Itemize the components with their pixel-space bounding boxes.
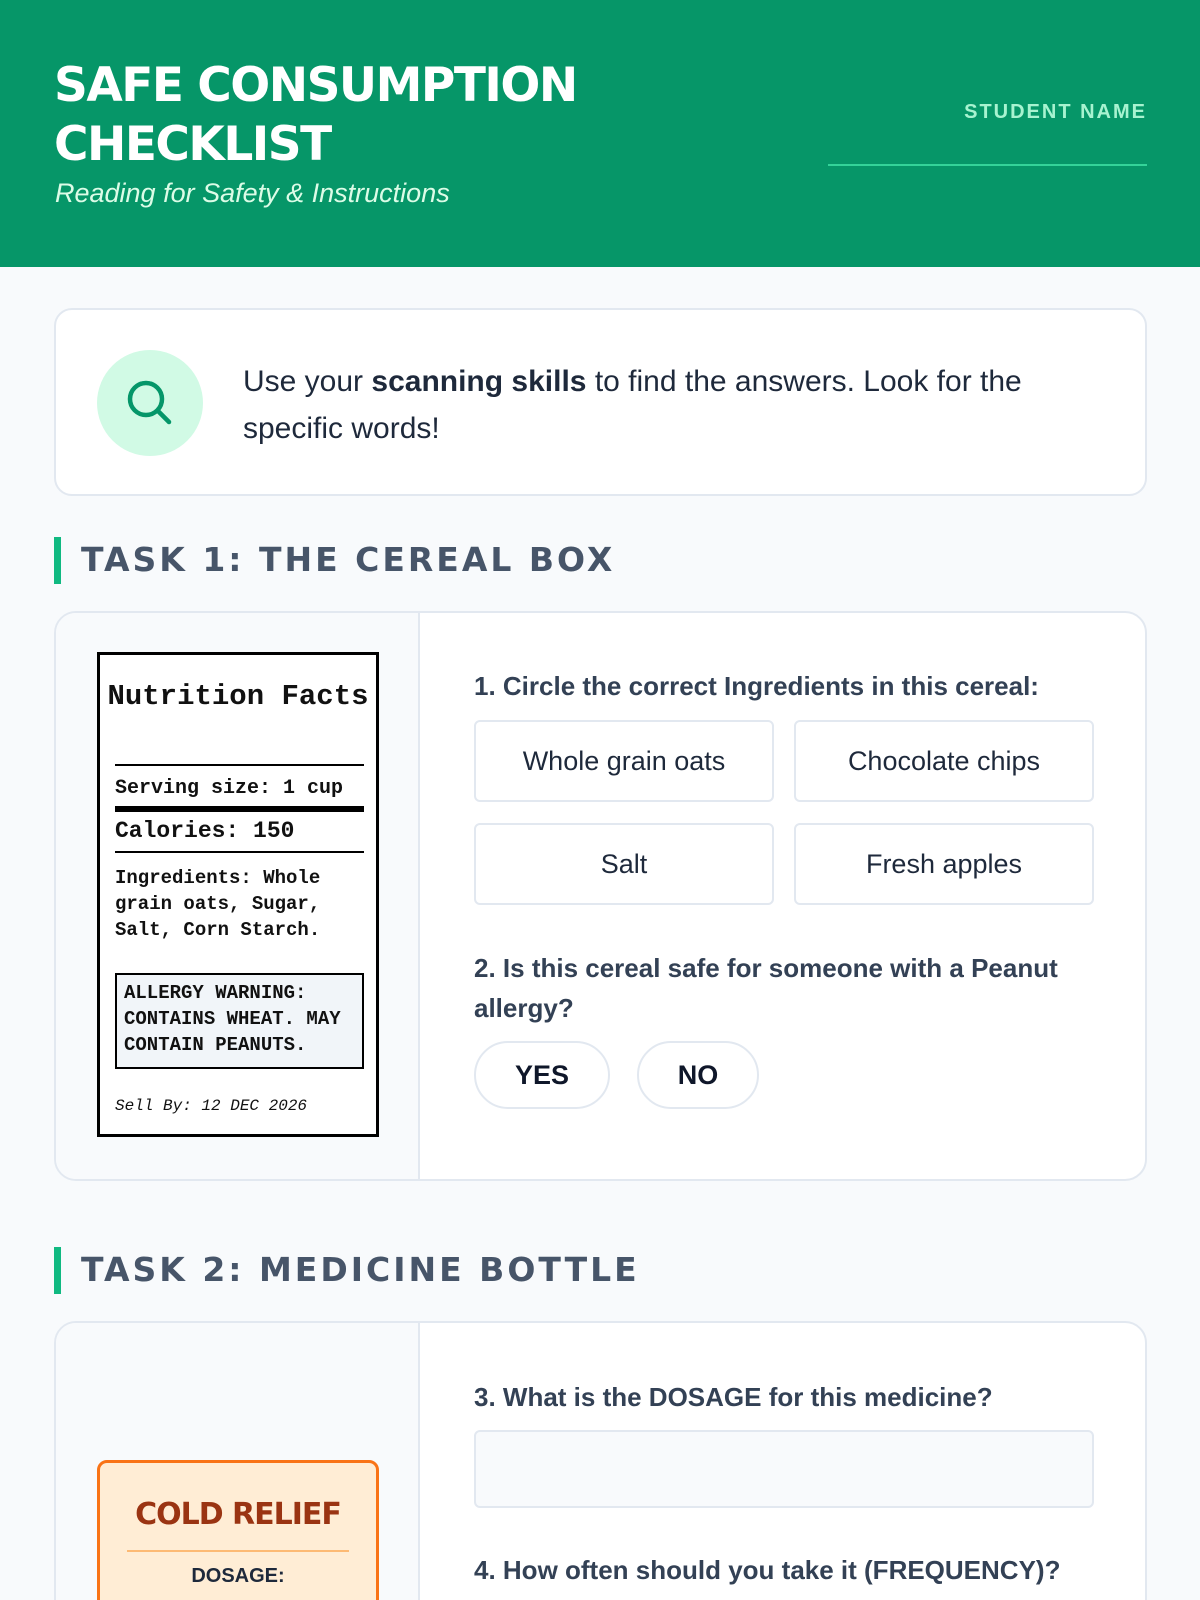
divider bbox=[127, 1550, 349, 1552]
dosage-answer-field[interactable] bbox=[474, 1430, 1094, 1508]
no-button[interactable]: NO bbox=[637, 1041, 759, 1109]
option-fresh-apples[interactable]: Fresh apples bbox=[794, 823, 1094, 905]
ingredients: Ingredients: Whole grain oats, Sugar, Salt, Corn Starch. bbox=[115, 867, 321, 941]
task2-label-panel bbox=[56, 1323, 420, 1600]
student-name-field[interactable] bbox=[828, 164, 1147, 166]
option-salt[interactable]: Salt bbox=[474, 823, 774, 905]
section-accent-bar bbox=[54, 1247, 61, 1294]
allergy-warning: ALLERGY WARNING: CONTAINS WHEAT. MAY CONTAIN PEANUTS. bbox=[115, 973, 364, 1069]
instruction-emphasis: scanning skills bbox=[371, 365, 587, 398]
dosage-label: DOSAGE: bbox=[191, 1565, 285, 1587]
instruction-text: Use your scanning skills to find the answers. Look for the specific words! bbox=[243, 365, 1022, 445]
page-subtitle: Reading for Safety & Instructions bbox=[55, 178, 450, 208]
medicine-name: COLD RELIEF bbox=[135, 1497, 341, 1532]
divider bbox=[115, 851, 364, 853]
task1-card bbox=[54, 611, 1147, 1181]
question-1: 1. Circle the correct Ingredients in this cereal: bbox=[474, 671, 1039, 701]
medicine-label bbox=[97, 1460, 379, 1600]
task2-heading: TASK 2: MEDICINE BOTTLE bbox=[81, 1250, 640, 1289]
section-accent-bar bbox=[54, 537, 61, 584]
yes-button[interactable]: YES bbox=[474, 1041, 610, 1109]
student-name-label: STUDENT NAME bbox=[964, 101, 1147, 123]
divider-thick bbox=[115, 806, 364, 812]
nutrition-title: Nutrition Facts bbox=[107, 680, 369, 713]
page-title: SAFE CONSUMPTION CHECKLIST bbox=[54, 58, 577, 172]
worksheet-header bbox=[0, 0, 1200, 267]
instruction-box bbox=[54, 308, 1147, 496]
task1-heading: TASK 1: THE CEREAL BOX bbox=[81, 540, 616, 579]
task1-label-panel bbox=[56, 613, 420, 1179]
calories: Calories: 150 bbox=[115, 818, 295, 844]
option-chocolate-chips[interactable]: Chocolate chips bbox=[794, 720, 1094, 802]
question-4: 4. How often should you take it (FREQUENCY)? bbox=[474, 1555, 1061, 1585]
serving-size: Serving size: 1 cup bbox=[115, 777, 344, 800]
question-2: 2. Is this cereal safe for someone with a Peanut allergy? bbox=[474, 953, 1058, 1023]
option-whole-grain-oats[interactable]: Whole grain oats bbox=[474, 720, 774, 802]
task2-card bbox=[54, 1321, 1147, 1600]
question-3: 3. What is the DOSAGE for this medicine? bbox=[474, 1382, 993, 1412]
divider bbox=[115, 764, 364, 766]
nutrition-facts-label bbox=[97, 652, 379, 1137]
sell-by-date: Sell By: 12 DEC 2026 bbox=[115, 1097, 308, 1115]
search-icon bbox=[97, 350, 203, 456]
